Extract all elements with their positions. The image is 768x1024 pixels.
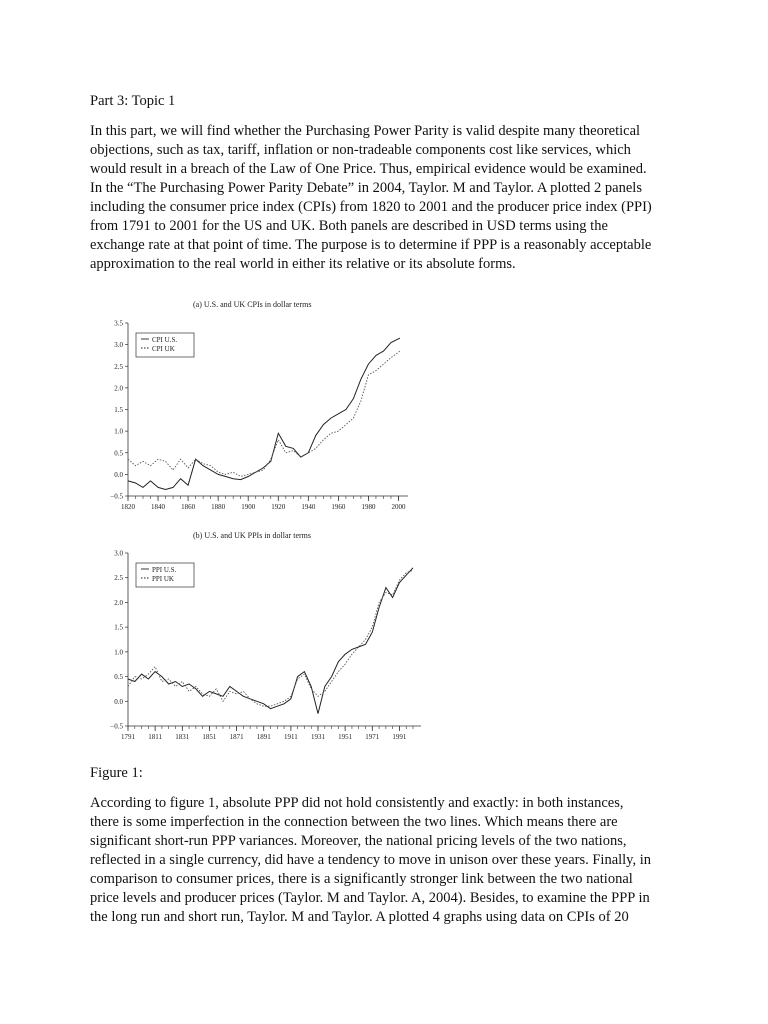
x-tick-label: 1791 [121,733,135,741]
x-tick-label: 1971 [365,733,380,741]
legend-label: CPI U.S. [152,336,178,344]
y-tick-label: −0.5 [110,722,123,731]
body-line: According to figure 1, absolute PPP did not hold consistently and exactly: in both instances, [90,795,624,811]
x-tick-label: 1960 [331,503,346,511]
legend-label: PPI UK [152,575,174,583]
x-tick-label: 1831 [175,733,190,741]
y-tick-label: 0.5 [114,449,123,458]
series-line-uk [128,570,413,706]
x-tick-label: 1900 [241,503,256,511]
y-tick-label: 1.5 [114,623,123,632]
x-tick-label: 1980 [361,503,376,511]
intro-line: would result in a breach of the Law of One Price. Thus, empirical evidence would be examined. [90,161,647,177]
x-tick-label: 1920 [271,503,286,511]
intro-line: including the consumer price index (CPIs) from 1820 to 2001 and the producer price index (PPI) [90,199,652,215]
x-tick-label: 1851 [202,733,217,741]
x-tick-label: 1811 [148,733,163,741]
y-tick-label: −0.5 [110,492,123,501]
y-tick-label: 0.5 [114,673,123,682]
y-tick-label: 2.0 [114,598,123,607]
y-tick-label: 0.0 [114,697,123,706]
intro-line: objections, such as tax, tariff, inflation or non-tradeable components cost like services, which [90,142,631,158]
intro-line: In this part, we will find whether the Purchasing Power Parity is valid despite many theoretical [90,123,641,139]
y-tick-label: 1.0 [114,427,123,436]
y-tick-label: 3.5 [114,319,123,328]
intro-line: approximation to the real world in either its relative or its absolute forms. [90,256,516,272]
y-tick-label: 3.0 [114,341,123,350]
x-tick-label: 1820 [121,503,135,511]
chart-b-title: (b) U.S. and UK PPIs in dollar terms [193,531,311,540]
y-tick-label: 2.5 [114,574,123,583]
x-tick-label: 1911 [283,733,298,741]
body-line: there is some imperfection in the connection between the two lines. Which means there are [90,814,618,830]
x-tick-label: 1931 [311,733,325,741]
x-tick-label: 1880 [211,503,226,511]
intro-line: In the “The Purchasing Power Parity Debate” in 2004, Taylor. M and Taylor. A plotted 2 panels [90,180,642,196]
x-tick-label: 1891 [256,733,271,741]
body-line: significant short-run PPP variances. Moreover, the national pricing levels of the two nations, [90,833,627,849]
y-tick-label: 0.0 [114,470,123,479]
legend-label: PPI U.S. [152,566,177,574]
body-line: price levels and producer prices (Taylor. M and Taylor. A, 2004). Besides, to examine the PPP in [90,890,650,906]
legend-label: CPI UK [152,345,175,353]
y-tick-label: 1.0 [114,648,123,657]
intro-line: from 1791 to 2001 for the US and UK. Both panels are described in USD terms using the [90,218,608,234]
body-line: the long run and short run, Taylor. M and Taylor. A plotted 4 graphs using data on CPIs of 20 [90,909,629,925]
y-tick-label: 2.5 [114,362,123,371]
body-paragraph [90,794,680,927]
figure-caption: Figure 1: [90,765,143,781]
y-tick-label: 1.5 [114,406,123,414]
y-tick-label: 3.0 [114,549,123,558]
body-line: reflected in a single currency, did have a tendency to move in unison over these years. Finally, in [90,852,652,868]
x-tick-label: 1991 [392,733,407,741]
x-tick-label: 2000 [391,503,406,511]
x-tick-label: 1940 [301,503,316,511]
x-tick-label: 1871 [229,733,244,741]
y-tick-label: 2.0 [114,384,123,393]
series-line-us [128,568,413,714]
intro-line: exchange rate at that point of time. The purpose is to determine if PPP is a reasonably acceptable [90,237,652,253]
x-tick-label: 1840 [151,503,166,511]
x-tick-label: 1860 [181,503,196,511]
chart-a-title: (a) U.S. and UK CPIs in dollar terms [193,300,312,309]
body-line: comparison to consumer prices, there is a significantly stronger link between the two national [90,871,633,887]
section-heading: Part 3: Topic 1 [90,93,176,109]
x-tick-label: 1951 [338,733,353,741]
